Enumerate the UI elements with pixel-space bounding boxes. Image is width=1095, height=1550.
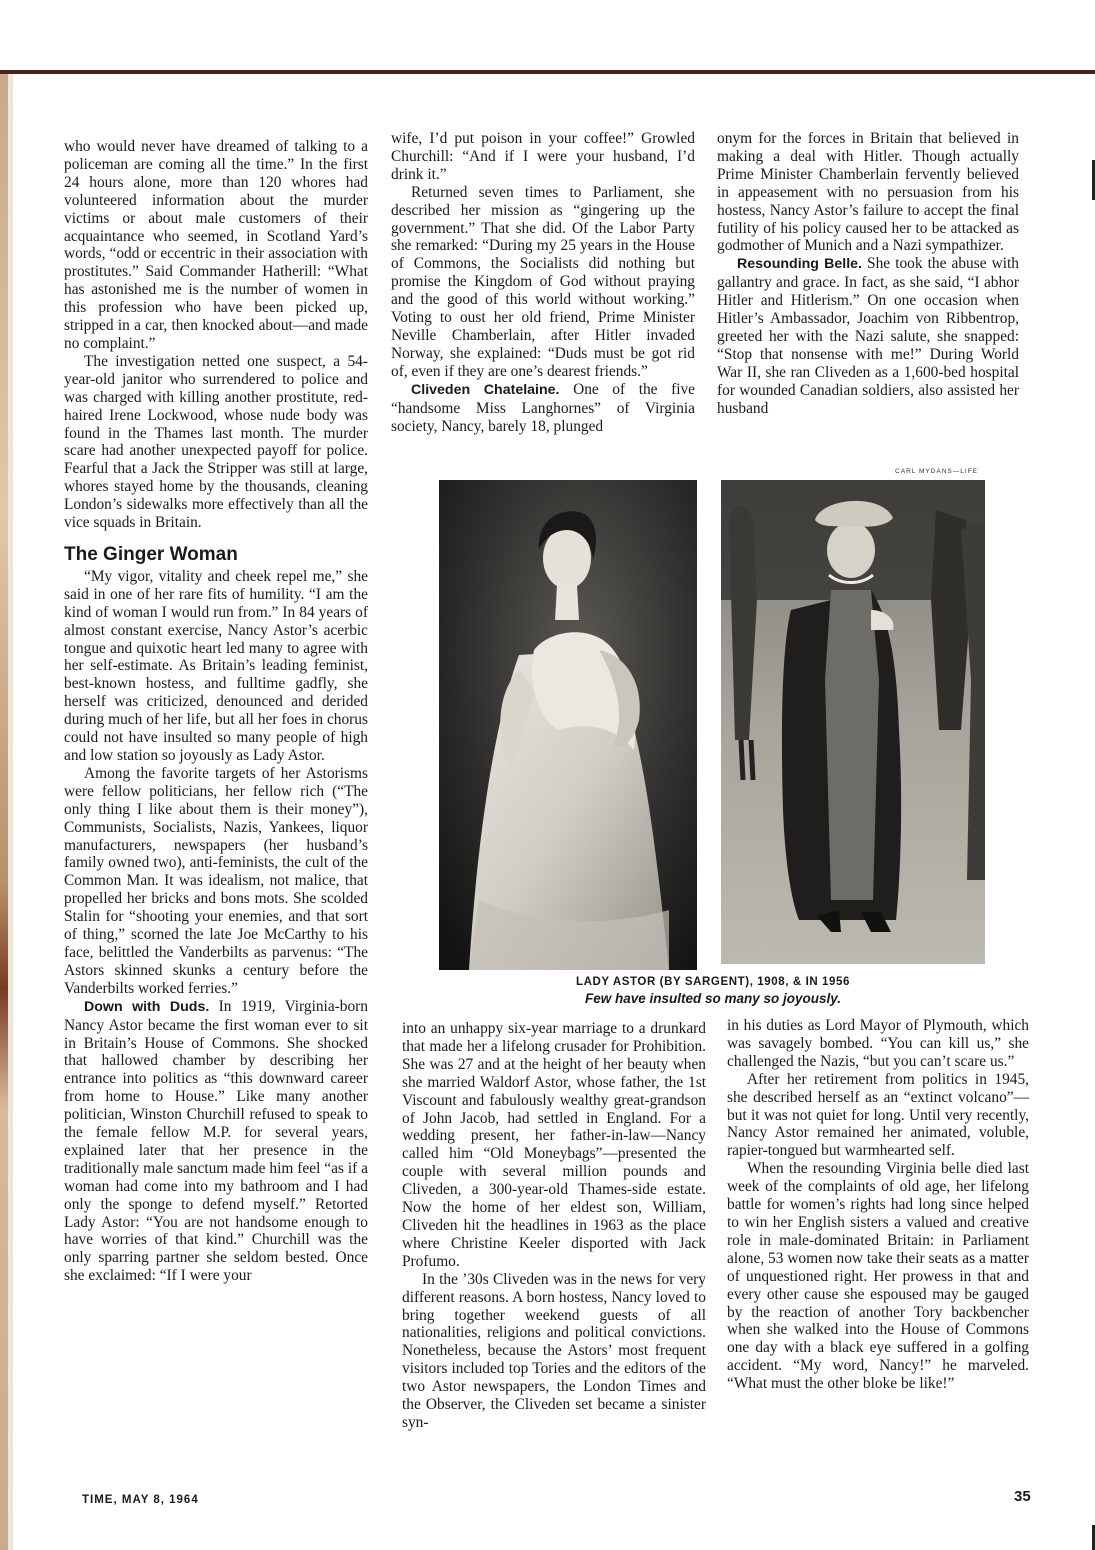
- photo-illustration: [721, 480, 985, 964]
- photo-credit: CARL MYDANS—LIFE: [895, 468, 978, 475]
- photo-caption: [440, 974, 986, 1007]
- caption-line-2: Few have insulted so many so joyously.: [584, 991, 842, 1006]
- paragraph: wife, I’d put poison in your coffee!” Growled Churchill: “And if I were your husband, I’d drink it.”: [391, 130, 695, 183]
- issue-date-footer: TIME, MAY 8, 1964: [82, 1494, 199, 1506]
- paragraph: “My vigor, vitality and cheek repel me,” she said in one of her rare fits of humility. “I am the kind of woman I would run from.” In 84 years of almost constant exercise, Nancy Astor’s acerbic tongue and quixotic heart led many to agree with her self-estimate. As Britain’s leading feminist, best-known hostess, and fulltime gadfly, she herself was criticized, denounced and derided during much of her life, but all her foes in chorus could not have insulted so many people of high and low station so joyously as Lady Astor.: [64, 567, 368, 764]
- page-left-edge: [0, 74, 8, 1550]
- section-heading: The Ginger Woman: [64, 543, 238, 565]
- page-top-edge: [0, 70, 1095, 74]
- paragraph-text: In 1919, Virginia-born Nancy Astor became the first woman ever to sit in Britain’s House of Commons. She shocked that hallowed chamber by describing her entrance into politics as “this downward career from home to House.” Like many another politician, Winston Churchill refused to speak to the female fellow M.P. for several years, explained later that her presence in the traditionally male sanctum made him feel “as if a woman had come into my bathroom and I had only the sponge to defend myself.” Retorted Lady Astor: “You are not handsome enough to have worries of that kind.” Churchill was the only sparring partner she seldom bested. Once she exclaimed: “If I were your: [64, 997, 368, 1285]
- article-column-3-continued: [727, 1017, 1029, 1393]
- paragraph-text: One of the five “handsome Miss Langhornes” of Virginia society, Nancy, barely 18, plunged: [391, 380, 695, 435]
- paragraph: onym for the forces in Britain that believed in making a deal with Hitler. Though actually Prime Minister Chamberlain fervently believed in appeasement with no persuasion from his hostess, Nancy Astor’s failure to accept the final futility of his policy caused her to be attacked as godmother of Munich and a Nazi sympathizer.: [717, 130, 1019, 255]
- paragraph: After her retirement from politics in 1945, she described herself as an “extinct volcano”—but it was not quiet for long. Until very recently, Nancy Astor remained her animated, voluble, rapier-tongued but warmhearted self.: [727, 1070, 1029, 1160]
- paragraph: Among the favorite targets of her Astorisms were fellow politicians, her fellow rich (“The only thing I like about them is their money”), Communists, Socialists, Nazis, Yankees, liquor manufacturers, newspapers (her husband’s family owned two), anti-feminists, the cult of the Common Man. It was idealism, not malice, that propelled her bricks and bons mots. She scolded Stalin for “shooting your enemies, and that sort of thing,” scorned the late Joe McCarthy to his face, belittled the Vanderbilts as parvenus: “The Astors skinned skunks a century before the Vanderbilts worked ferries.”: [64, 764, 368, 997]
- paragraph: who would never have dreamed of talking to a policeman are coming all the time.” In the first 24 hours alone, more than 120 whores had volunteered information about the murder victims or about male customers of their acquaintance who seemed, in Scotland Yard’s words, “odd or eccentric in their association with prostitutes.” Said Commander Hatherill: “What has astonished me is the number of women in this profession who have been picked up, stripped in a car, then knocked about—and made no complaint.”: [64, 138, 368, 352]
- top-margin: [0, 0, 1095, 72]
- paragraph: into an unhappy six-year marriage to a drunkard that made her a lifelong crusader for Prohibition. She was 27 and at the height of her beauty when she married Waldorf Astor, whose father, the 1st Viscount and fabulously wealthy great-grandson of John Jacob, had settled in England. For a wedding present, her father-in-law—Nancy called him “Old Moneybags”—presented the couple with several million pounds and Cliveden, a 300-year-old Thames-side estate. Now the home of her eldest son, William, Cliveden hit the headlines in 1963 as the place where Christine Keeler disported with Jack Profumo.: [402, 1020, 706, 1270]
- portrait-painting-photo: [439, 480, 697, 970]
- portrait-illustration: [439, 480, 697, 970]
- article-column-3: [717, 130, 1019, 418]
- paragraph: [717, 255, 1019, 417]
- article-column-1: [64, 138, 368, 1285]
- article-column-2-continued: [402, 1020, 706, 1432]
- paragraph: in his duties as Lord Mayor of Plymouth, which was savagely bombed. “You can kill us,” she challenged the Nazis, “but you can’t scare us.”: [727, 1017, 1029, 1070]
- subheading: Cliveden Chatelaine.: [411, 381, 560, 398]
- subheading: Down with Duds.: [84, 998, 210, 1015]
- paragraph: [64, 998, 368, 1286]
- subheading: Resounding Belle.: [737, 256, 862, 273]
- paragraph: The investigation netted one suspect, a 54-year-old janitor who surrendered to police and was charged with killing another prostitute, red-haired Irene Lockwood, whose nude body was found in the Thames last month. The murder scare had another unexpected payoff for police. Fearful that a Jack the Stripper was still at large, whores stayed home by the thousands, cleaning London’s sidewalks more effectively than all the vice squads in Britain.: [64, 352, 368, 532]
- paragraph-text: She took the abuse with gallantry and grace. In fact, as she said, “I abhor Hitler and Hitlerism.” On one occasion when Hitler’s Ambassador, Joachim von Ribbentrop, greeted her with the Nazi salute, she snapped: “Stop that nonsense with me!” During World War II, she ran Cliveden as a 1,600-bed hospital for wounded Canadian soldiers, also assisted her husband: [717, 255, 1019, 417]
- page-number: 35: [1014, 1488, 1031, 1505]
- article-column-2: [391, 130, 695, 435]
- page-left-gutter: [8, 74, 13, 1550]
- paragraph: When the resounding Virginia belle died last week of the complaints of old age, her lifelong battle for women’s rights had long since helped to win her English sisters a valued and creative role in male-dominated Britain: in Parliament alone, 53 women now take their seats as a matter of unquestioned right. Her prowess in that and every other cause she espoused may be gauged by the reaction of another Tory backbencher when she walked into the House of Commons one day with a black eye suffered in a golfing accident. “My word, Nancy!” he marveled. “What must the other bloke be like!”: [727, 1160, 1029, 1393]
- paragraph: Returned seven times to Parliament, she described her mission as “gingering up the government.” That she did. Of the Labor Party she remarked: “During my 25 years in the House of Commons, the Socialists did nothing but promise the Kingdom of God without praying and the good of this world without working.” Voting to oust her old friend, Prime Minister Neville Chamberlain, after Hitler invaded Norway, she explained: “Duds must be got rid of, even if they are one’s dearest friends.”: [391, 183, 695, 380]
- lady-astor-1956-photo: [721, 480, 985, 964]
- paragraph: In the ’30s Cliveden was in the news for very different reasons. A born hostess, Nancy loved to bring together weekend guests of all nationalities, religions and political convictions. Nonetheless, because the Astors’ most frequent visitors included top Tories and the editors of the two Astor newspapers, the London Times and the Observer, the Cliveden set became a sinister syn-: [402, 1270, 706, 1431]
- caption-line-1: LADY ASTOR (BY SARGENT), 1908, & IN 1956: [575, 976, 851, 988]
- paragraph: [391, 381, 695, 436]
